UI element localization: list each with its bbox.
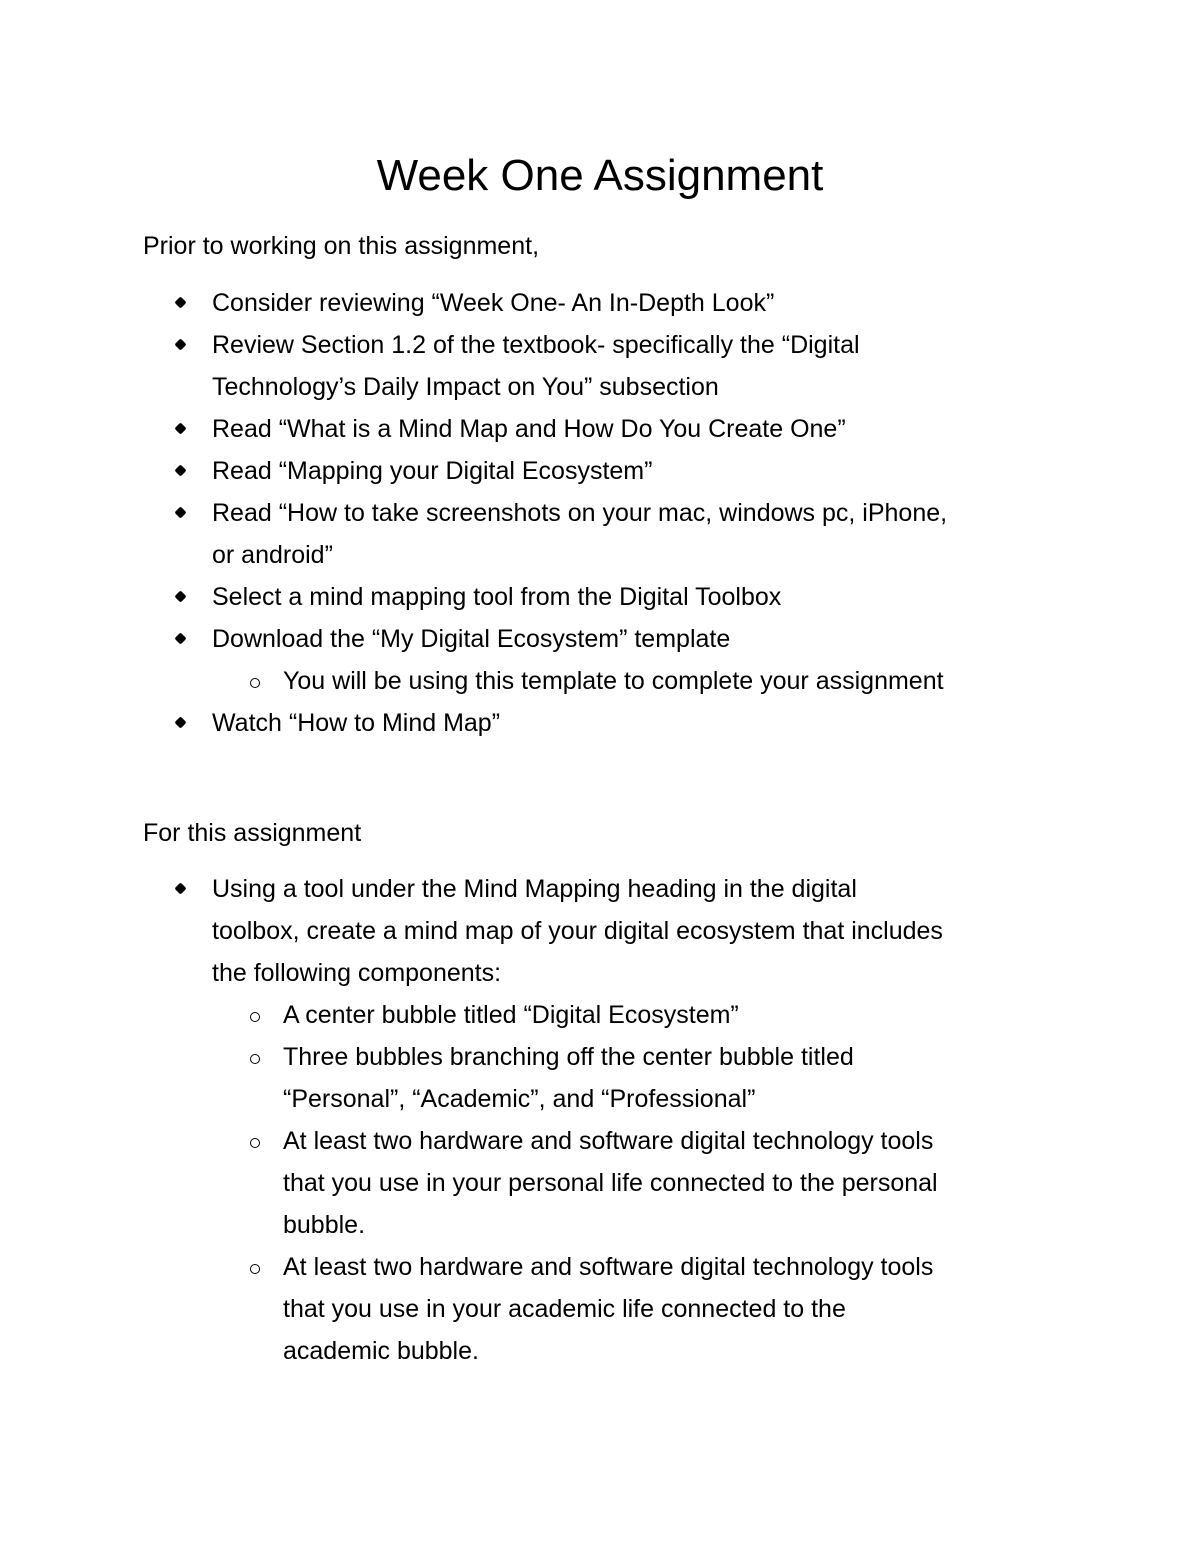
list-item-text: Review Section 1.2 of the textbook- specifically the “Digital: [212, 331, 860, 359]
sub-list-item: [0, 994, 1093, 1036]
list-item-text: toolbox, create a mind map of your digital ecosystem that includes: [212, 917, 943, 945]
bullet-icon: [174, 590, 186, 602]
assignment-list: [0, 868, 1093, 1372]
bullet-icon: [174, 422, 186, 434]
list-item-text: or android”: [212, 541, 333, 569]
list-item: [0, 450, 1092, 492]
bullet-icon: [174, 338, 186, 350]
list-item-text: Using a tool under the Mind Mapping heading in the digital: [212, 875, 857, 903]
list-item-text: that you use in your academic life connected to the: [283, 1295, 846, 1323]
list-item-text: the following components:: [212, 959, 502, 987]
list-item-text: academic bubble.: [283, 1337, 479, 1365]
hollow-circle-bullet-icon: [250, 1054, 260, 1064]
hollow-circle-bullet-icon: [250, 678, 260, 688]
list-item: [0, 702, 1092, 744]
list-item-text: You will be using this template to complete your assignment: [283, 667, 944, 695]
list-item-text: At least two hardware and software digital technology tools: [283, 1127, 934, 1155]
list-item-text: Consider reviewing “Week One- An In-Depth Look”: [212, 289, 775, 317]
hollow-circle-bullet-icon: [250, 1012, 260, 1022]
list-item-text: bubble.: [283, 1211, 366, 1239]
list-item-text: Read “What is a Mind Map and How Do You Create One”: [212, 415, 846, 443]
list-item-text: At least two hardware and software digital technology tools: [283, 1253, 934, 1281]
hollow-circle-bullet-icon: [250, 1138, 260, 1148]
list-item-text: Read “How to take screenshots on your mac, windows pc, iPhone,: [212, 499, 948, 527]
sub-list-item: [0, 660, 1093, 702]
list-item: [0, 576, 1092, 618]
bullet-icon: [174, 716, 186, 728]
bullet-icon: [174, 506, 186, 518]
list-item-text: Technology’s Daily Impact on You” subsection: [212, 373, 719, 401]
prior-list: [0, 282, 1093, 744]
list-item-text: that you use in your personal life connected to the personal: [283, 1169, 938, 1197]
bullet-icon: [174, 296, 186, 308]
list-item: [0, 868, 1092, 994]
assignment-intro: For this assignment: [143, 819, 362, 847]
list-item-text: Download the “My Digital Ecosystem” template: [212, 625, 731, 653]
hollow-circle-bullet-icon: [250, 1264, 260, 1274]
sub-list-item: [0, 1036, 1093, 1120]
list-item: [0, 618, 1092, 660]
list-item-text: Three bubbles branching off the center bubble titled: [283, 1043, 854, 1071]
list-item-text: Select a mind mapping tool from the Digital Toolbox: [212, 583, 782, 611]
sub-list-item: [0, 1246, 1093, 1372]
list-item: [0, 324, 1092, 408]
page-title: Week One Assignment: [376, 151, 824, 200]
list-item: [0, 408, 1092, 450]
list-item-text: A center bubble titled “Digital Ecosystem”: [283, 1001, 739, 1029]
bullet-icon: [174, 632, 186, 644]
bullet-icon: [174, 882, 186, 894]
list-item-text: Watch “How to Mind Map”: [212, 709, 501, 737]
prior-intro: Prior to working on this assignment,: [143, 232, 540, 260]
list-item-text: “Personal”, “Academic”, and “Professional”: [283, 1085, 756, 1113]
list-item: [0, 282, 1092, 324]
list-item-text: Read “Mapping your Digital Ecosystem”: [212, 457, 653, 485]
sub-list-item: [0, 1120, 1093, 1246]
bullet-icon: [174, 464, 186, 476]
list-item: [0, 492, 1092, 576]
